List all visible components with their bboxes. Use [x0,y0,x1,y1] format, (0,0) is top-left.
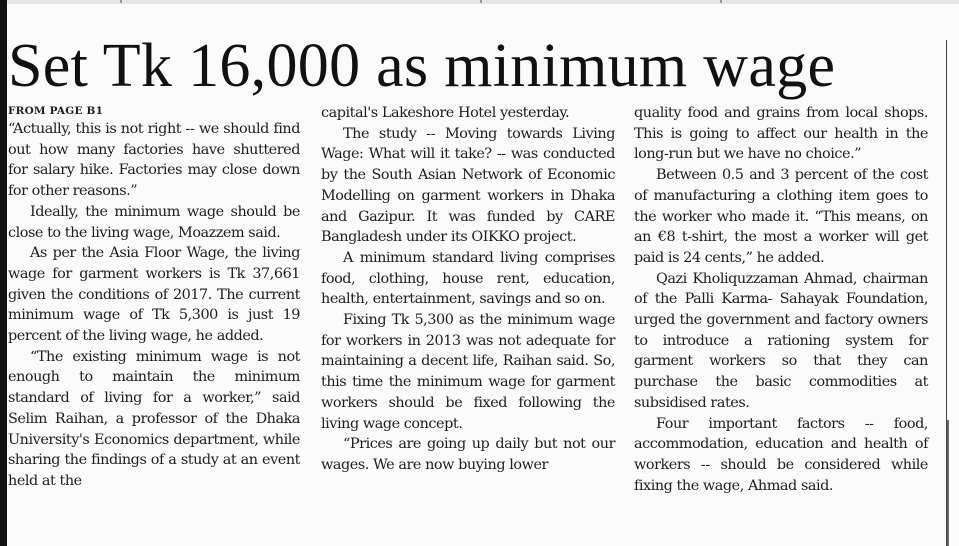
article-paragraph: “Actually, this is not right -- we should find out how many factories have shuttered for salary hike. Factories may close down for other reasons.” [8,121,300,200]
edge-tick [480,0,482,3]
article-headline: Set Tk 16,000 as minimum wage [8,32,836,100]
left-page-bar [0,0,7,546]
article-paragraph: A minimum standard living comprises food, clothing, house rent, education, health, entertainment, savings and so on. [321,249,615,308]
top-page-edge [0,0,959,4]
article-paragraph: Ideally, the minimum wage should be close to the living wage, Moazzem said. [8,203,300,241]
article-paragraph: “Prices are going up daily but not our wages. We are now buying lower [321,436,615,473]
article-paragraph: Fixing Tk 5,300 as the minimum wage for workers in 2013 was not adequate for maintaining a decent life, Raihan said. So, this time the minimum wage for garment workers should be fixed following the living wage concept. [321,312,615,432]
edge-tick [720,0,722,3]
column-2-body [321,103,615,476]
article-column-2 [321,103,615,476]
article-paragraph: “The existing minimum wage is not enough to maintain the minimum standard of living for a worker,” said Selim Raihan, a professor of the Dhaka University's Economics department, while sharing the findings of a study at an event held at the [8,348,300,489]
article-paragraph: Between 0.5 and 3 percent of the cost of manufacturing a clothing item goes to the worker who made it. “This means, on an €8 t-shirt, the most a worker will get paid is 24 cents,” he added. [634,167,928,266]
article-paragraph: The study -- Moving towards Living Wage: What will it take? -- was conducted by the South Asian Network of Economic Modelling on garment workers in Dhaka and Gazipur. It was funded by CARE Bangladesh under its OIKKO project. [321,125,615,246]
article-paragraph: quality food and grains from local shops. This is going to affect our health in the long-run but we have no choice.” [634,105,928,163]
article-paragraph: As per the Asia Floor Wage, the living wage for garment workers is Tk 37,661 given the conditions of 2017. The current minimum wage of Tk 5,300 is just 19 percent of the living wage, he added. [8,245,300,345]
column-3-body [634,103,928,496]
edge-tick [120,0,122,3]
article-paragraph: Qazi Kholiquzzaman Ahmad, chairman of the Palli Karma- Sahayak Foundation, urged the government and factory owners to introduce a rationing system for garment workers so that they can purchase the basic commodities at subsidised rates. [634,270,928,411]
column-1-body [8,119,300,492]
article-column-3 [634,103,928,496]
article-paragraph: capital's Lakeshore Hotel yesterday. [321,105,570,121]
article-paragraph: Four important factors -- food, accommodation, education and health of workers -- should be considered while fixing the wage, Ahmad said. [634,415,928,494]
jump-line: FROM PAGE B1 [8,105,104,117]
column-rule-right-accent [947,420,949,546]
article-column-1 [8,103,300,492]
